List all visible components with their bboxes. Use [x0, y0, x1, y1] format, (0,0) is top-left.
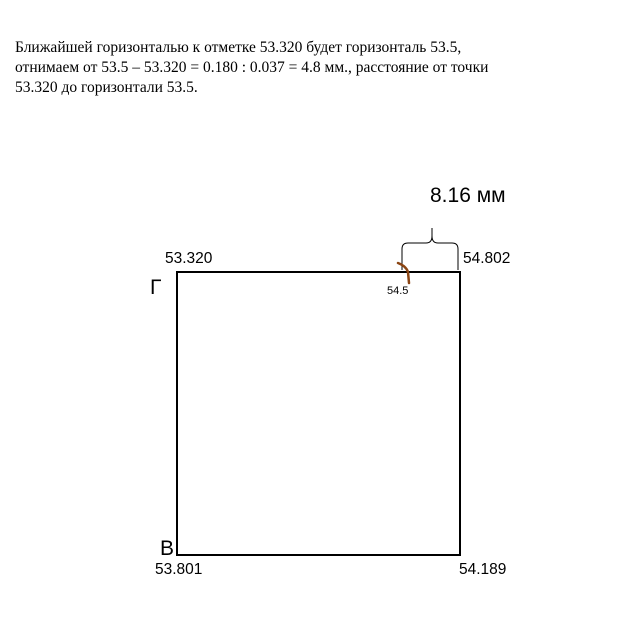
corner-letter-top-left: Г	[150, 276, 162, 299]
explanation-line-1: Ближайшей горизонталью к отметке 53.320 будет горизонталь 53.5,	[15, 39, 462, 56]
explanation-line-2: отнимаем от 53.5 – 53.320 = 0.180 : 0.037 = 4.8 мм., расстояние от точки	[15, 59, 489, 76]
elevation-top-left: 53.320	[165, 250, 213, 267]
elevation-top-right: 54.802	[463, 250, 511, 267]
dimension-brace	[402, 228, 458, 270]
elevation-bottom-left: 53.801	[155, 561, 203, 578]
corner-letter-bottom-left: В	[160, 537, 175, 560]
explanation-line-3: 53.320 до горизонтали 53.5.	[15, 79, 198, 96]
dimension-label: 8.16 мм	[430, 184, 506, 207]
contour-label: 54.5	[387, 285, 409, 297]
grid-square	[177, 272, 460, 555]
elevation-bottom-right: 54.189	[459, 561, 507, 578]
